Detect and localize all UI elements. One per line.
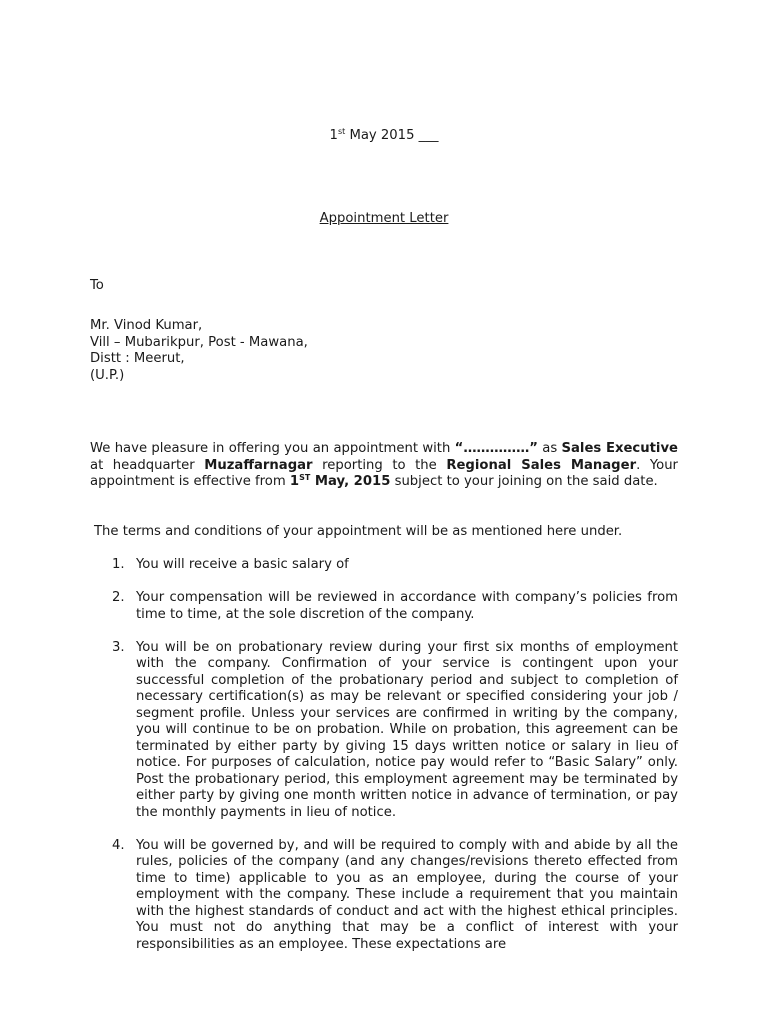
date-suffix: st: [337, 127, 346, 136]
intro-paragraph: [90, 441, 678, 491]
headquarter-name: Muzaffarnagar: [204, 457, 313, 473]
intro-text: We have pleasure in offering you an appointment with: [90, 441, 455, 456]
intro-text: at headquarter: [90, 457, 205, 473]
date-rest: May 2015 ___: [345, 128, 439, 143]
address-line: Mr. Vinod Kumar,: [90, 318, 203, 333]
item-number: 2.: [112, 590, 125, 605]
intro-text: as: [537, 441, 562, 456]
intro-text: . Your appointment is effective from: [90, 457, 678, 489]
address-line: Distt : Meerut,: [90, 351, 185, 366]
manager-title: Regional Sales Manager: [446, 457, 637, 473]
to-label: To: [90, 278, 104, 293]
item-text: You will be governed by, and will be required to comply with and abide by all the rules, policies of the company (and any changes/revisions thereto effected from time to time) applicable to you as an employee, during the course of your employment with the company. These include a requirement that you maintain with the highest standards of conduct and act with the highest ethical principles. You must not do anything that may be a conflict of interest with your responsibilities as an employee. These expectations are: [136, 837, 678, 952]
list-item: [0, 640, 768, 822]
item-number: 4.: [112, 837, 125, 853]
list-item: [0, 557, 768, 574]
terms-list-viewport: [0, 557, 768, 973]
terms-intro: The terms and conditions of your appointment will be as mentioned here under.: [94, 524, 623, 539]
list-item: [0, 838, 768, 954]
role-name: Sales Executive: [561, 441, 678, 456]
intro-text: subject to your joining on the said date.: [390, 474, 658, 489]
letter-date: [0, 128, 768, 145]
company-blank: “……………”: [454, 441, 538, 456]
address-line: (U.P.): [90, 367, 125, 383]
address-line: Vill – Mubarikpur, Post - Mawana,: [90, 334, 308, 350]
recipient-address: [90, 318, 308, 384]
letter-title: Appointment Letter: [319, 211, 449, 226]
intro-text: reporting to the: [312, 457, 447, 473]
date-day: 1: [329, 128, 338, 143]
item-text: You will receive a basic salary of: [136, 557, 349, 572]
item-text: You will be on probationary review during your first six months of employment with the company. Confirmation of your service is contingent upon your successful completion of the probationary period and subject to completion of necessary certification(s) as may be relevant or specified considering your job / segment profile. Unless your services are confirmed in writing by the company, you will continue to be on probation. While on probation, this agreement can be terminated by either party by giving 15 days written notice or salary in lieu of notice. For purposes of calculation, notice pay would refer to “Basic Salary” only. Post the probationary period, this employment agreement may be terminated by either party by giving one month written notice in advance of termination, or pay the monthly payments in lieu of notice.: [136, 639, 678, 820]
item-text: Your compensation will be reviewed in accordance with company’s policies from time to time, at the sole discretion of the company.: [136, 590, 678, 622]
item-number: 3.: [112, 639, 125, 655]
list-item: [0, 590, 768, 623]
effective-rest: May, 2015: [310, 474, 391, 489]
effective-suffix: ST: [299, 473, 311, 482]
item-number: 1.: [112, 557, 125, 572]
effective-day: 1: [289, 474, 300, 489]
terms-list: [0, 557, 768, 970]
effective-date: [290, 474, 391, 489]
